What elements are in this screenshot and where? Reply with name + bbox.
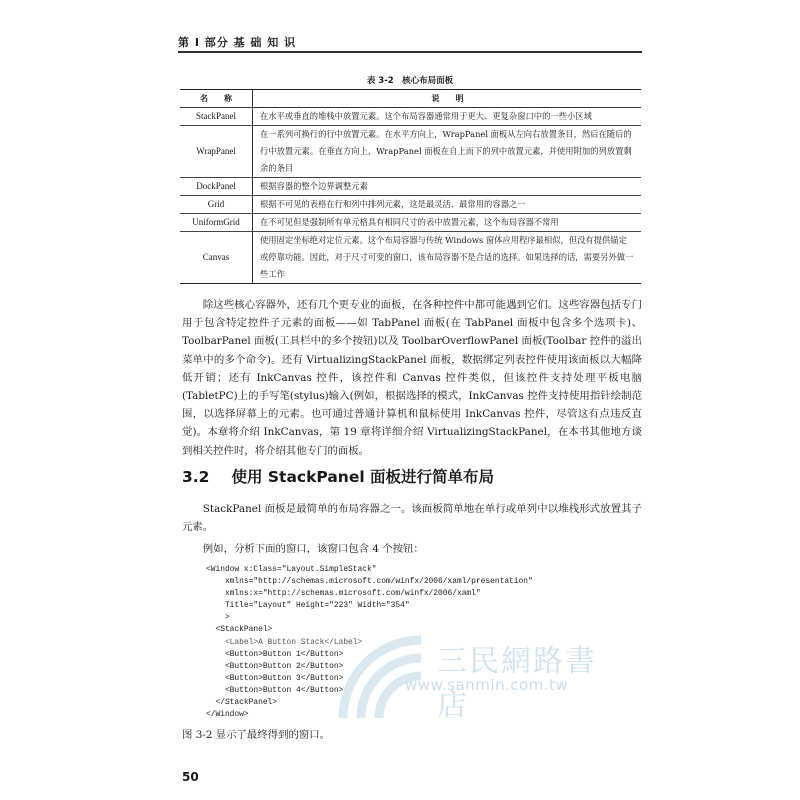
- xaml-code-listing: [206, 564, 533, 721]
- table-header-row: [180, 90, 641, 108]
- panel-description: 在一系列可换行的行中放置元素。在水平方向上，WrapPanel 面板从左向右放置条目，然后在随后的行中放置元素。在垂直方向上，WrapPanel 面板在自上而下的列中放置元素，并使用附加的列放置剩余的条目: [260, 129, 632, 173]
- code-line: <Button>Button 2</Button>: [206, 661, 344, 671]
- column-header-description: 说 明: [431, 94, 464, 103]
- panel-name: Canvas: [202, 252, 230, 262]
- table-caption: 表 3-2 核心布局面板: [366, 76, 454, 86]
- code-line: <StackPanel>: [206, 625, 273, 635]
- page-number: 50: [182, 770, 199, 784]
- code-line: </StackPanel>: [206, 698, 278, 708]
- section-number: 3.2: [182, 468, 210, 486]
- panel-name: UniformGrid: [192, 217, 240, 227]
- table-row: [180, 196, 641, 214]
- panel-name: StackPanel: [196, 111, 236, 121]
- code-line: </Window>: [206, 710, 249, 720]
- core-layout-panels-table: [180, 89, 641, 284]
- header-rule: [178, 51, 642, 53]
- table-row: [180, 126, 641, 178]
- code-line: <Window x:Class="Layout.SimpleStack": [206, 565, 377, 574]
- watermark-url: www.sanmin.com.tw: [405, 676, 569, 694]
- running-head: 第 I 部分 基 础 知 识: [178, 36, 297, 49]
- code-line: <Button>Button 1</Button>: [206, 649, 344, 659]
- code-line: xmlns="http://schemas.microsoft.com/winfx/2006/xaml/presentation": [206, 577, 533, 587]
- panel-description: 在不可见但是强制所有单元格具有相同尺寸的表中放置元素，这个布局容器不常用: [260, 217, 559, 227]
- table-row: [180, 232, 641, 284]
- body-paragraph-figure-ref: 图 3-2 显示了最终得到的窗口。: [182, 729, 331, 741]
- panel-name: WrapPanel: [196, 146, 236, 156]
- code-line: <Button>Button 4</Button>: [206, 685, 344, 695]
- code-line: Title="Layout" Height="223" Width="354": [206, 601, 410, 611]
- panel-description: 使用固定坐标绝对定位元素。这个布局容器与传统 Windows 窗体应用程序最相似，但没有提供锚定或停靠功能。因此，对于尺寸可变的窗口，该布局容器不是合适的选择。如果选择的话，需要另外做一些工作: [260, 235, 634, 279]
- section-title: 使用 StackPanel 面板进行简单布局: [231, 468, 495, 486]
- code-line: xmlns:x="http://schemas.microsoft.com/winfx/2006/xaml": [206, 589, 481, 599]
- panel-name: Grid: [207, 199, 225, 209]
- table-row: [180, 108, 641, 126]
- code-line: <Label>A Button Stack</Label>: [206, 637, 363, 647]
- body-paragraph-stackpanel-intro: StackPanel 面板是最简单的布局容器之一。该面板简单地在单行或单列中以堆栈形式放置其子元素。: [182, 503, 642, 534]
- watermark-name: 三民網路書店: [437, 644, 597, 723]
- section-heading: [182, 465, 494, 487]
- body-paragraph-specialized-panels: 除这些核心容器外，还有几个更专业的面板，在各种控件中都可能遇到它们。这些容器包括专门用于包含特定控件子元素的面板——如 TabPanel 面板(在 TabPanel 面板中包含多个选项卡)、ToolbarPanel 面板(工具栏中的多个按钮)以及 ToolbarOverflowPanel 面板(Toolbar 控件的溢出菜单中的多个命令)。还有 VirtualizingStackPanel 面板，数据绑定列表控件使用该面板以大幅降低开销；还有 InkCanvas 控件，该控件和 Canvas 控件类似，但该控件支持处理平板电脑(TabletPC)上的手写笔(stylus)输入(例如，根据选择的模式，InkCanvas 控件支持使用指针绘制范围，以选择屏幕上的元素。也可通过普通计算机和鼠标使用 InkCanvas 控件，尽管这有点违反直觉)。本章将介绍 InkCanvas，第 19 章将详细介绍 VirtualizingStackPanel，在本书其他地方谈到相关控件时，将介绍其他专门的面板。: [182, 299, 642, 457]
- body-paragraph-example: 例如，分析下面的窗口，该窗口包含 4 个按钮：: [202, 543, 424, 555]
- column-header-name: 名 称: [180, 90, 253, 108]
- code-line: >: [206, 613, 230, 623]
- panel-description: 根据不可见的表格在行和列中排列元素，这是最灵活、最常用的容器之一: [260, 199, 526, 209]
- code-line: <Button>Button 3</Button>: [206, 673, 344, 683]
- panel-description: 根据容器的整个边界调整元素: [260, 181, 368, 191]
- table-row: [180, 214, 641, 232]
- panel-name: DockPanel: [196, 181, 236, 191]
- table-row: [180, 178, 641, 196]
- panel-description: 在水平或垂直的堆栈中放置元素。这个布局容器通常用于更大、更复杂窗口中的一些小区域: [260, 111, 592, 121]
